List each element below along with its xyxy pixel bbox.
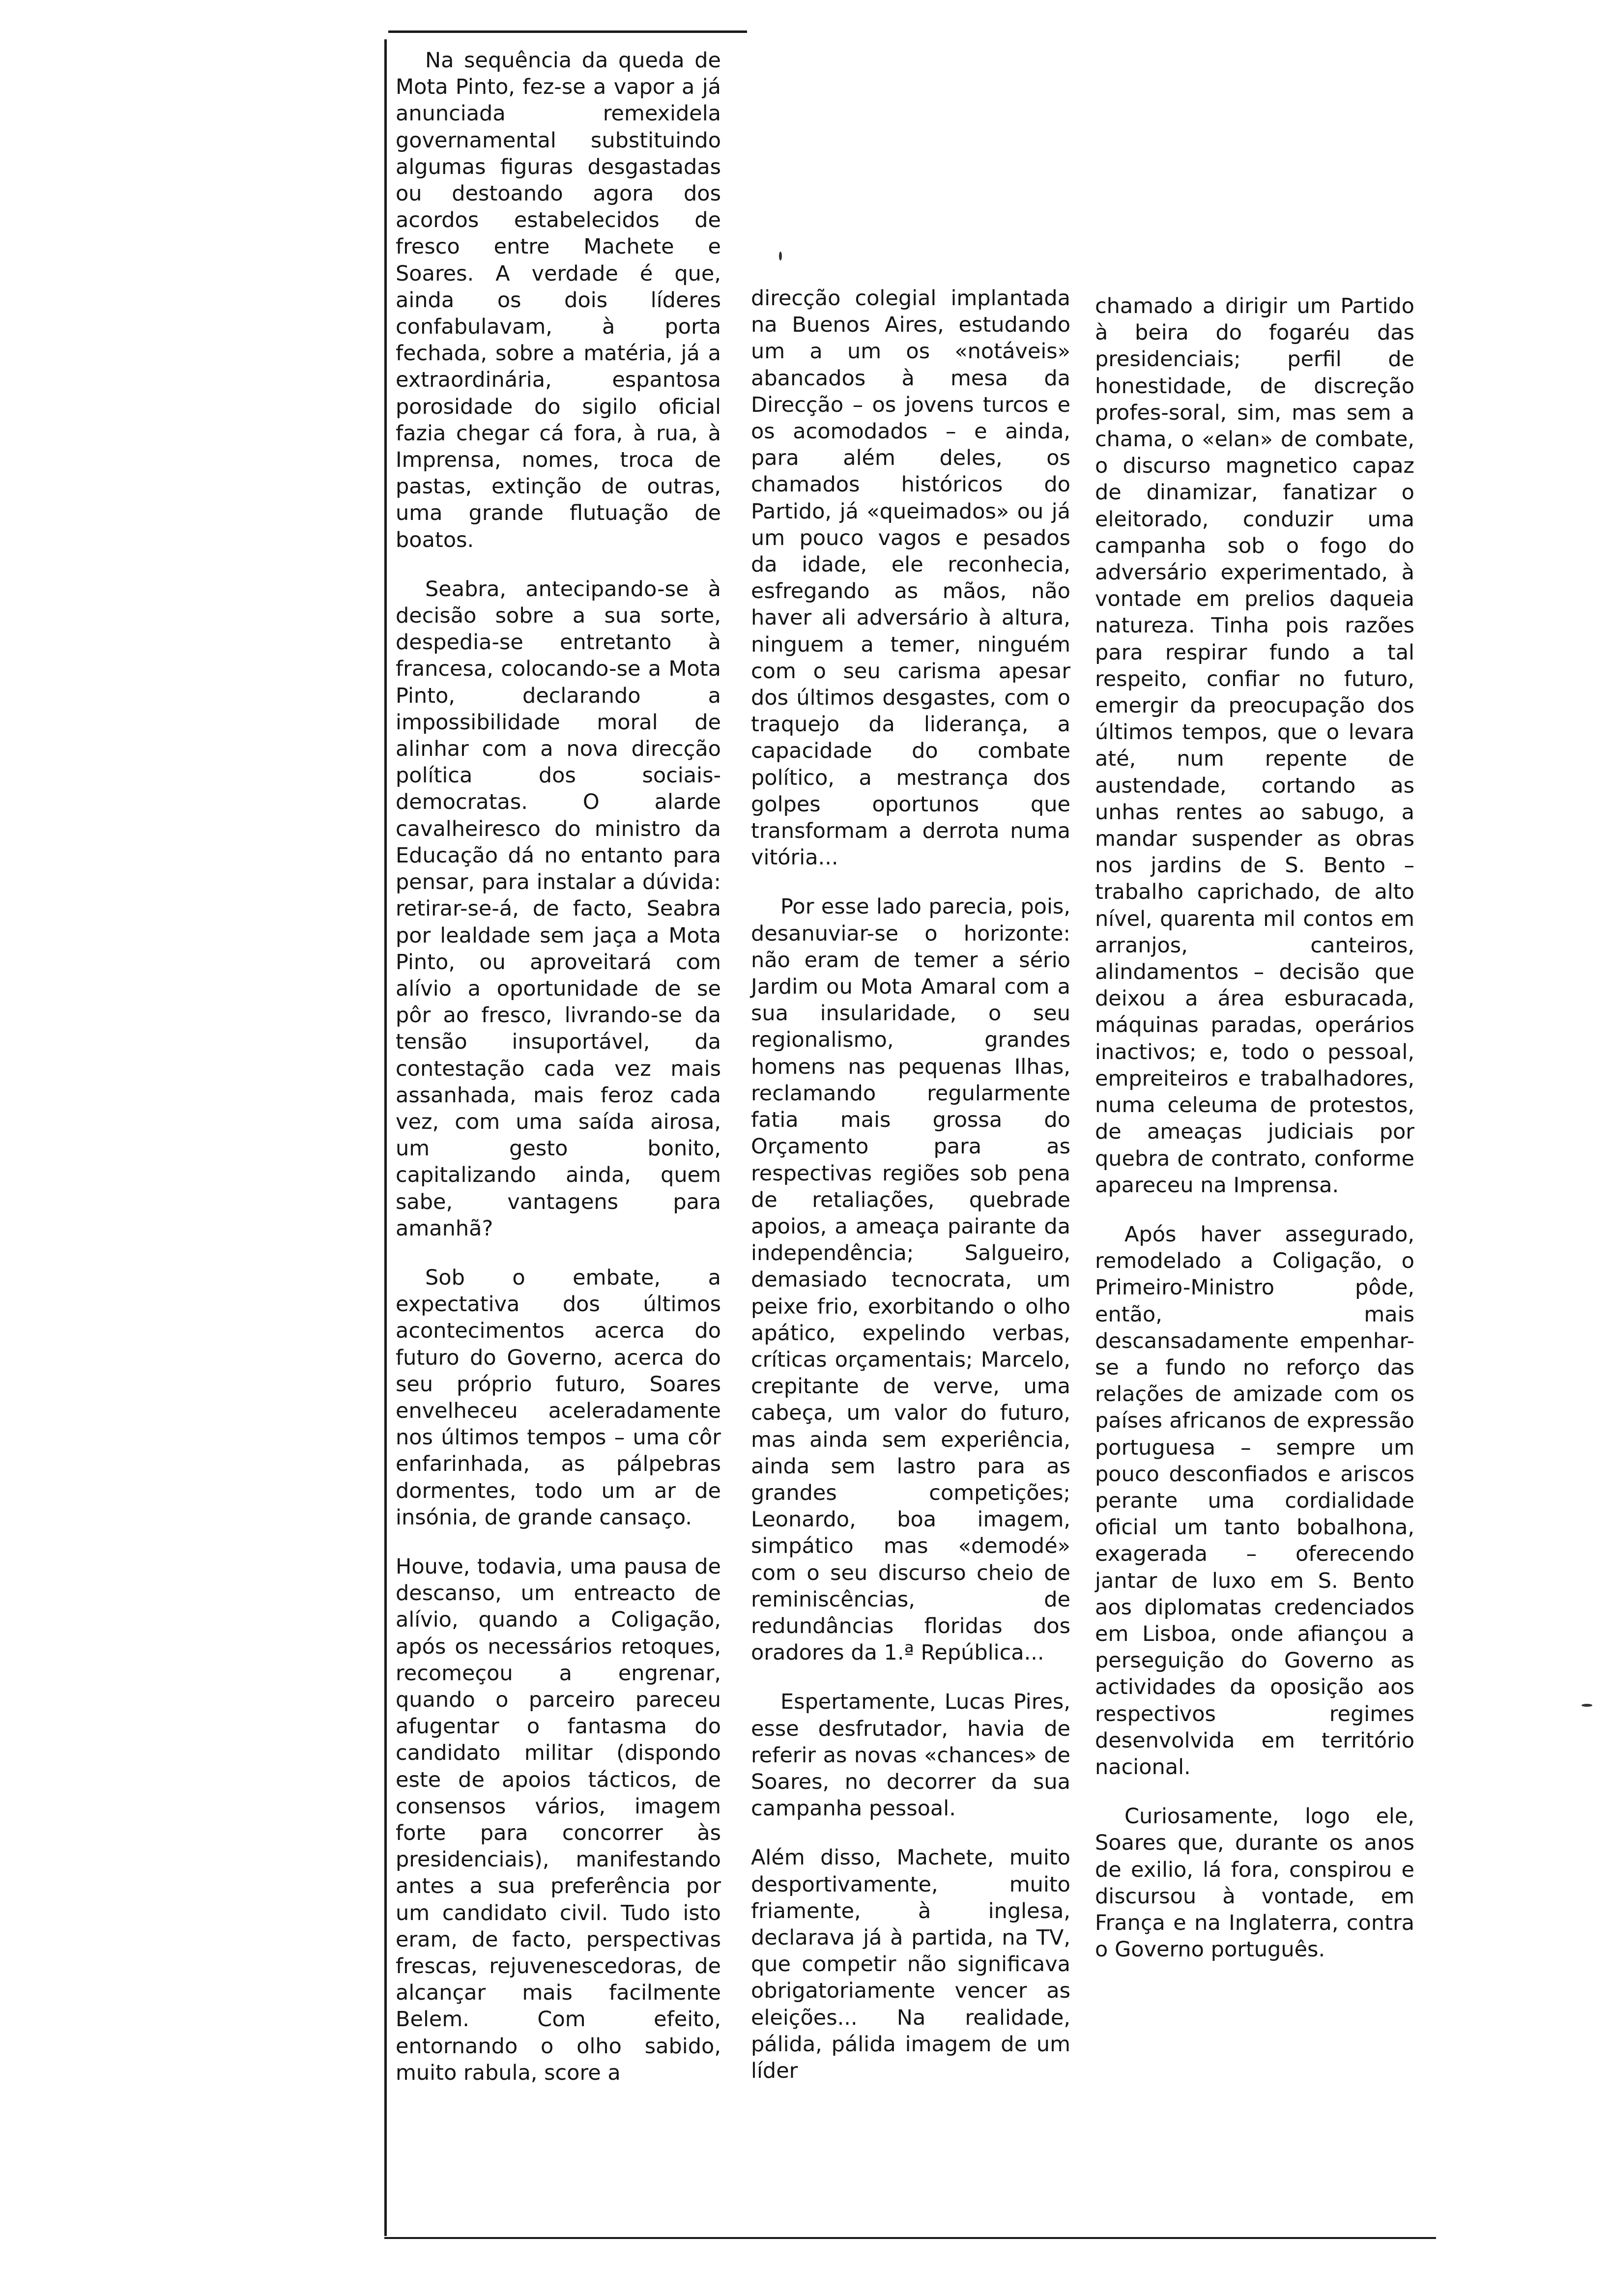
article-column-3 [1095,293,1414,1985]
article-column-1 [396,47,721,2109]
column-2-paragraph-1: direcção colegial implantada na Buenos Aires, estudando um a um os «notáveis» abancados à mesa da Direcção – os jovens turcos e os acomodados – e ainda, para além deles, os chamados históricos do Partido, já «queimados» ou já um pouco vagos e pesados da idade, ele reconhecia, esfregando as mãos, não haver ali adversário à altura, ninguem a temer, ninguém com o seu carisma apesar dos últimos desgastes, com o traquejo da liderança, a capacidade do combate político, a mestrança dos golpes oportunos que transformam a derrota numa vitória... [751,286,1070,870]
column-1-paragraph-3: Sob o embate, a expectativa dos últimos acontecimentos acerca do futuro do Governo, acerca do seu próprio futuro, Soares envelheceu aceleradamente nos últimos tempos – uma côr enfarinhada, as pálpebras dormentes, todo um ar de insónia, de grande cansaço. [396,1265,721,1530]
print-speck [1582,1704,1592,1707]
print-speck [779,252,782,260]
column-1-paragraph-4: Houve, todavia, uma pausa de descanso, um entreacto de alívio, quando a Coligação, após os necessários retoques, recomeçou a engrenar, quando o parceiro pareceu afugentar o fantasma do candidato militar (dispondo este de apoios tácticos, de consensos vários, imagem forte para concorrer às presidenciais), manifestando antes a sua preferência por um candidato civil. Tudo isto eram, de facto, perspectivas frescas, rejuvenescedoras, de alcançar mais facilmente Belem. Com efeito, entornando o olho sabido, muito rabula, score a [396,1554,721,2085]
bottom-rule [384,2237,1436,2239]
column-1-paragraph-2: Seabra, antecipando-se à decisão sobre a sua sorte, despedia-se entretanto à francesa, colocando-se a Mota Pinto, declarando a impossibilidade moral de alinhar com a nova direcção política dos sociais-democratas. O alarde cavalheiresco do ministro da Educação dá no entanto para pensar, para instalar a dúvida: retirar-se-á, de facto, Seabra por lealdade sem jaça a Mota Pinto, ou aproveitará com alívio a oportunidade de se pôr ao fresco, livrando-se da tensão insuportável, da contestação cada vez mais assanhada, mais feroz cada vez, com uma saída airosa, um gesto bonito, capitalizando ainda, quem sabe, vantagens para amanhã? [396,576,721,1241]
column-3-paragraph-3: Curiosamente, logo ele, Soares que, durante os anos de exilio, lá fora, conspirou e discursou à vontade, em França e na Inglaterra, contra o Governo português. [1095,1804,1414,1962]
column-2-paragraph-4: Além disso, Machete, muito desportivamente, muito friamente, à inglesa, declarava já à partida, na TV, que competir não significava obrigatoriamente vencer as eleições... Na realidade, pálida, pálida imagem de um líder [751,1845,1070,2083]
column-2-paragraph-3: Espertamente, Lucas Pires, esse desfrutador, havia de referir as novas «chances» de Soares, no decorrer da sua campanha pessoal. [751,1690,1070,1821]
article-column-2 [751,285,1070,2107]
top-rule [388,30,747,33]
column-3-paragraph-2: Após haver assegurado, remodelado a Coligação, o Primeiro-Ministro pôde, então, mais descansadamente empenhar-se a fundo no reforço das relações de amizade com os países africanos de expressão portuguesa – sempre um pouco desconfiados e ariscos perante uma cordialidade oficial um tanto bobalhona, exagerada – oferecendo jantar de luxo em S. Bento aos diplomatas credenciados em Lisboa, onde afiançou a perseguição do Governo as actividades da oposição aos respectivos regimes desenvolvida em território nacional. [1095,1222,1414,1779]
column-3-paragraph-1: chamado a dirigir um Partido à beira do fogaréu das presidenciais; perfil de honestidade, de discreção profes-soral, sim, mas sem a chama, o «elan» de combate, o discurso magnetico capaz de dinamizar, fanatizar o eleitorado, conduzir uma campanha sob o fogo do adversário experimentado, à vontade em prelios daqueia natureza. Tinha pois razões para respirar fundo a tal respeito, confiar no futuro, emergir da preocupação dos últimos tempos, que o levara até, num repente de austendade, cortando as unhas rentes ao sabugo, a mandar suspender as obras nos jardins de S. Bento – trabalho caprichado, de alto nível, quarenta mil contos em arranjos, canteiros, alindamentos – decisão que deixou a área esburacada, máquinas paradas, operários inactivos; e, todo o pessoal, empreiteiros e trabalhadores, numa celeuma de protestos, de ameaças judiciais por quebra de contrato, conforme apareceu na Imprensa. [1095,294,1414,1198]
column-1-paragraph-1: Na sequência da queda de Mota Pinto, fez-se a vapor a já anunciada remexidela governamental substituindo algumas figuras desgastadas ou destoando agora dos acordos estabelecidos de fresco entre Machete e Soares. A verdade é que, ainda os dois líderes confabulavam, à porta fechada, sobre a matéria, já a extraordinária, espantosa porosidade do sigilo oficial fazia chegar cá fora, à rua, à Imprensa, nomes, troca de pastas, extinção de outras, uma grande flutuação de boatos. [396,48,721,552]
left-rule [384,39,387,2236]
column-2-paragraph-2: Por esse lado parecia, pois, desanuviar-se o horizonte: não eram de temer a sério Jardim ou Mota Amaral com a sua insularidade, o seu regionalismo, grandes homens nas pequenas Ilhas, reclamando regularmente fatia mais grossa do Orçamento para as respectivas regiões sob pena de retaliações, quebrade apoios, a ameaça pairante da independência; Salgueiro, demasiado tecnocrata, um peixe frio, exorbitando o olho apático, expelindo verbas, críticas orçamentais; Marcelo, crepitante de verve, uma cabeça, um valor do futuro, mas ainda sem experiência, ainda sem lastro para as grandes competições; Leonardo, boa imagem, simpático mas «demodé» com o seu discurso cheio de reminiscências, de redundâncias floridas dos oradores da 1.ª República... [751,894,1070,1665]
